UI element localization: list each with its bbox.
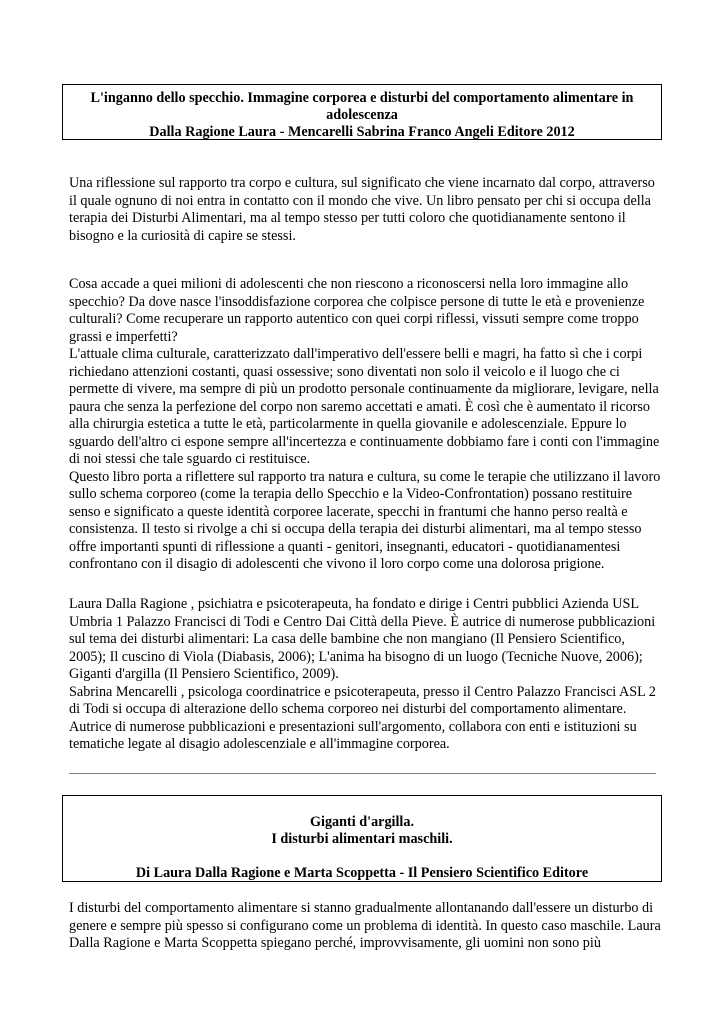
book2-title-spacer xyxy=(63,848,661,865)
intro-section xyxy=(69,175,663,245)
book2-title-line2: I disturbi alimentari maschili. xyxy=(271,831,453,847)
intro-paragraph: Una riflessione sul rapporto tra corpo e cultura, sul significato che viene incarnato dal corpo, attraverso il quale ognuno di noi entra in contatto con il mondo che vive. Un libro pensato per chi si occupa della terapia dei Disturbi Alimentari, ma al tempo stesso per tutti coloro che quotidianamente sentono il bisogno e la curiosità di capire se stessi. xyxy=(69,175,655,244)
horizontal-divider xyxy=(69,773,656,774)
book2-title-line1: Giganti d'argilla. xyxy=(309,814,415,830)
author-bio-mencarelli: Sabrina Mencarelli , psicologa coordinatrice e psicoterapeuta, presso il Centro Palazzo Francisci ASL 2 di Todi si occupa di alterazione dello schema corporeo nei disturbi del comportamento alimentare. Autrice di numerose pubblicazioni e presentazioni sull'argomento, collabora con enti e istituzioni su tematiche legate al disagio adolescenziale e all'immagine corporea. xyxy=(69,683,656,752)
book1-title-line1: L'inganno dello specchio. Immagine corporea e disturbi del comportamento alimentare in xyxy=(90,90,634,106)
book2-title-box xyxy=(62,795,662,882)
book1-title-box xyxy=(62,84,662,140)
author-bio-dalla-ragione: Laura Dalla Ragione , psichiatra e psicoterapeuta, ha fondato e dirige i Centri pubblici Azienda USL Umbria 1 Palazzo Francisci di Todi e Centro Dai Città della Pieve. È autrice di numerose pubblicazioni sul tema dei disturbi alimentari: La casa delle bambine che non mangiano (Il Pensiero Scientifico, 2005); Il cuscino di Viola (Diabasis, 2006); L'anima ha bisogno di un luogo (Tecniche Nuove, 2006); Giganti d'argilla (Il Pensiero Scientifico, 2009). xyxy=(69,596,656,682)
book1-title-line2: adolescenza xyxy=(326,107,398,123)
book2-paragraph: I disturbi del comportamento alimentare si stanno gradualmente allontanando dall'essere un disturbo di genere e sempre più spesso si configurano come un problema di identità. In questo caso maschile. Laura Dalla Ragione e Marta Scoppetta spiegano perché, improvvisamente, gli uomini non sono più xyxy=(69,900,661,951)
description-paragraph-3: Questo libro porta a riflettere sul rapporto tra natura e cultura, su come le terapie che utilizzano il lavoro sullo schema corporeo (come la terapia dello Specchio e la Video-Confrontation) possano restituire senso e significato a queste identità corporee lacerate, specchi in frantumi che hanno perso realtà e consistenza. Il testo si rivolge a chi si occupa della terapia dei disturbi alimentari, ma al tempo stesso offre importanti spunti di riflessione a quanti - genitori, insegnanti, educatori - quotidianamentesi confrontano con il disagio di adolescenti che vivono il loro corpo come una dolorosa prigione. xyxy=(69,468,661,572)
book2-text-section xyxy=(69,900,663,953)
description-paragraph-1: Cosa accade a quei milioni di adolescenti che non riescono a riconoscersi nella loro immagine allo specchio? Da dove nasce l'insoddisfazione corporea che colpisce persone di tutte le età e provenienze culturali? Come recuperare un rapporto autentico con quei corpi riflessi, vissuti sempre come troppo grassi e imperfetti? xyxy=(69,276,645,345)
book2-authors: Di Laura Dalla Ragione e Marta Scoppetta - Il Pensiero Scientifico Editore xyxy=(135,865,589,881)
book1-authors: Dalla Ragione Laura - Mencarelli Sabrina Franco Angeli Editore 2012 xyxy=(149,124,575,140)
description-paragraph-2: L'attuale clima culturale, caratterizzato dall'imperativo dell'essere belli e magri, ha fatto sì che i corpi richiedano attenzioni costanti, quasi ossessive; sono diventati non solo il veicolo e il luogo che ci permette di vivere, ma sempre di più un prodotto personale continuamente da migliorare, levigare, nella paura che senza la perfezione del corpo non saremo accettati e amati. È così che è aumentato il ricorso alla chirurgia estetica a tutte le età, particolarmente in quella giovanile e adolescenziale. Eppure lo sguardo dell'altro ci espone sempre all'incertezza e continuamente dobbiamo fare i conti con l'immagine di noi stessi che tale sguardo ci restituisce. xyxy=(69,346,660,467)
authors-bio-section xyxy=(69,596,663,754)
description-section xyxy=(69,276,663,574)
